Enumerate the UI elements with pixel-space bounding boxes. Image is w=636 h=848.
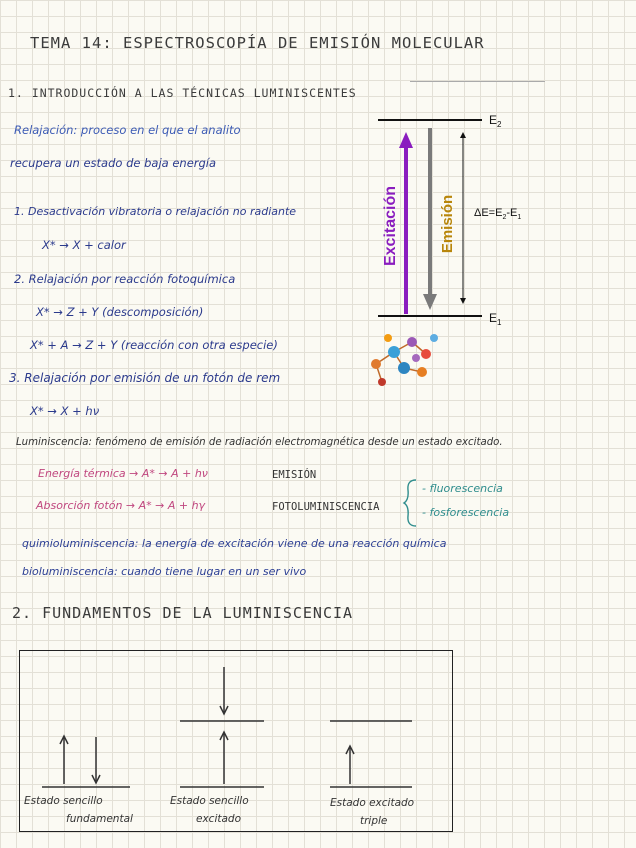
delta-e-arrowhead-bottom <box>460 298 466 304</box>
bioluminescence-definition: bioluminiscencia: cuando tiene lugar en un ser vivo <box>22 565 307 578</box>
item2-equation2: X* + A → Z + Y (reacción con otra especie) <box>30 338 278 352</box>
state2-label-line1: Estado sencillo <box>170 795 249 807</box>
delta-e-label: $\Delta E=E_2-E_1$ <box>474 207 522 221</box>
state2-label-line2: excitado <box>196 813 242 825</box>
relaxation-definition-line2: recupera un estado de baja energía <box>10 156 217 170</box>
state3-label-line2: triple <box>360 815 388 827</box>
excitation-label: Excitación <box>382 185 399 267</box>
item3-equation: X* → X + hν <box>30 404 100 418</box>
chemiluminescence-definition: quimioluminiscencia: la energía de excitación viene de una reacción química <box>22 537 447 550</box>
section2-heading: 2. FUNDAMENTOS DE LA LUMINISCENCIA <box>12 604 354 622</box>
emission-arrowhead <box>423 294 437 310</box>
brace-item-fluorescence: - fluorescencia <box>422 482 503 495</box>
delta-e-arrowhead-top <box>460 132 466 138</box>
item1-equation: X* → X + calor <box>42 238 126 252</box>
excitation-arrowhead <box>399 132 413 148</box>
brace-item-phosphorescence: - fosforescencia <box>422 506 510 519</box>
state1-label-line2: fundamental <box>66 813 133 825</box>
state1-label-line1: Estado sencillo <box>24 795 103 807</box>
emission-label: Emisión <box>439 194 456 254</box>
item3-photon-emission: 3. Relajación por emisión de un fotón de rem <box>9 371 281 385</box>
lower-level-label: $E_1$ <box>489 311 502 327</box>
item1-nonradiative: 1. Desactivación vibratoria o relajación no radiante <box>14 205 297 218</box>
photon-absorption-line: Absorción fotón → A* → A + hγ <box>36 499 206 512</box>
photon-result-photoluminescence: FOTOLUMINISCENCIA <box>272 501 380 513</box>
thermal-result-emission: EMISIÓN <box>272 469 317 481</box>
title-underline-rule <box>410 81 545 82</box>
section1-heading: 1. INTRODUCCIÓN A LAS TÉCNICAS LUMINISCENTES <box>8 86 357 100</box>
luminescence-definition: Luminiscencia: fenómeno de emisión de radiación electromagnética desde un estado excitado. <box>16 437 503 448</box>
page-title: TEMA 14: ESPECTROSCOPÍA DE EMISIÓN MOLECULAR <box>30 34 485 52</box>
item2-photochemical: 2. Relajación por reacción fotoquímica <box>14 272 236 286</box>
state3-label-line1: Estado excitado <box>330 797 415 809</box>
upper-level-label: $E_2$ <box>489 113 502 129</box>
molecules-illustration <box>364 324 444 390</box>
thermal-energy-line: Energía térmica → A* → A + hν <box>38 467 208 480</box>
energy-level-diagram <box>370 108 540 328</box>
relaxation-definition-line1: Relajación: proceso en el que el analito <box>14 123 241 137</box>
item2-equation1: X* → Z + Y (descomposición) <box>36 305 204 319</box>
curly-brace <box>402 478 420 528</box>
spin-states-diagram <box>19 650 453 832</box>
